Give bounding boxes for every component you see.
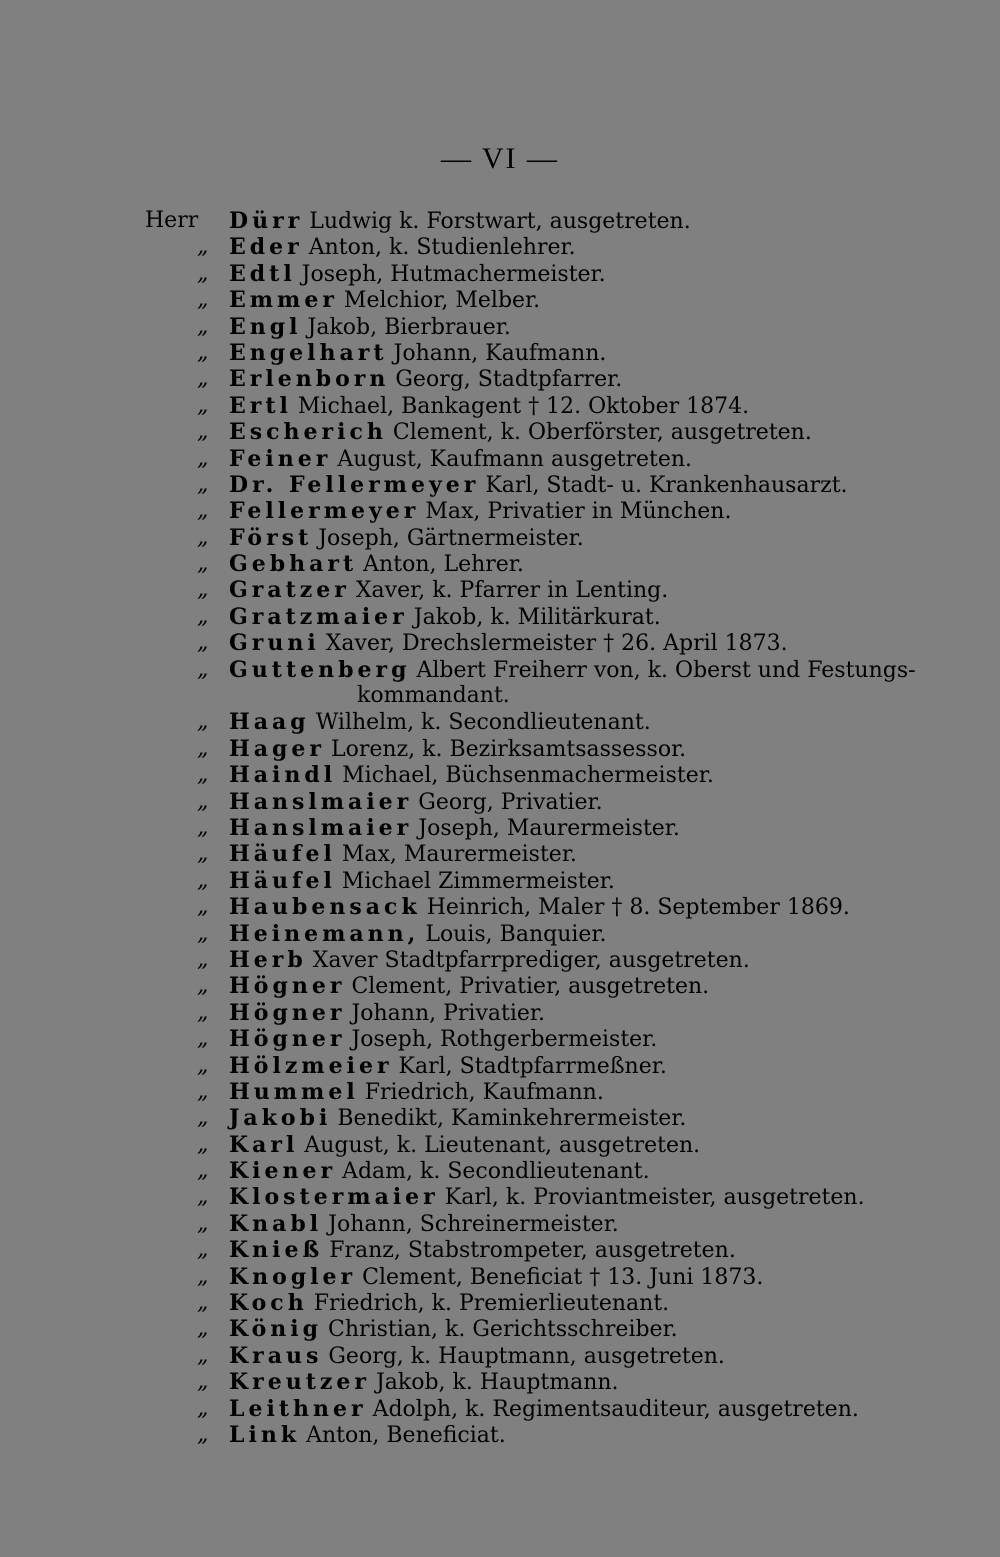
ditto-mark: „	[197, 524, 209, 550]
entry-title: Herr	[145, 208, 199, 233]
entry-text	[229, 446, 692, 473]
entry-details: Friedrich, Kaufmann.	[364, 1079, 604, 1105]
entry-text	[229, 973, 709, 1000]
entry-surname: Guttenberg	[229, 656, 411, 683]
entry-text	[229, 947, 750, 974]
entry-details: Christian, k. Gerichtsschreiber.	[328, 1317, 678, 1343]
ditto-mark: „	[197, 709, 209, 735]
entry-text	[229, 1343, 725, 1370]
entry-details: Jakob, k. Militärkurat.	[413, 604, 661, 630]
entry-surname: Fellermeyer	[229, 498, 420, 525]
ditto-mark: „	[197, 339, 209, 365]
list-item	[145, 630, 995, 656]
entry-details: Xaver Stadtpfarrprediger, ausgetreten.	[312, 947, 750, 973]
entry-text	[229, 1237, 736, 1264]
entry-text	[229, 1000, 545, 1027]
entry-surname: Högner	[229, 1026, 346, 1053]
list-item	[145, 525, 995, 551]
ditto-mark: „	[197, 1026, 209, 1052]
ditto-mark: „	[197, 1184, 209, 1210]
ditto-mark: „	[197, 287, 209, 313]
entry-details: Georg, Privatier.	[418, 789, 603, 815]
ditto-mark: „	[197, 419, 209, 445]
entry-details: Albert Freiherr von, k. Oberst und Festungs-	[416, 657, 916, 683]
list-item	[145, 446, 995, 472]
list-item	[145, 1396, 995, 1422]
entry-surname: Knieß	[229, 1237, 324, 1264]
ditto-mark: „	[197, 894, 209, 920]
list-item	[145, 472, 995, 498]
entry-text	[229, 551, 524, 578]
list-item	[145, 868, 995, 894]
entry-text	[229, 1211, 619, 1238]
entry-text	[229, 1053, 667, 1080]
ditto-mark: „	[197, 1078, 209, 1104]
ditto-mark: „	[197, 1290, 209, 1316]
entry-text	[229, 419, 812, 446]
ditto-mark: „	[197, 1369, 209, 1395]
entry-surname: Klostermaier	[229, 1184, 439, 1211]
entry-surname: Knabl	[229, 1210, 323, 1237]
ditto-mark: „	[197, 867, 209, 893]
entry-details: Karl, Stadt- u. Krankenhausarzt.	[485, 472, 848, 498]
entry-text	[229, 1264, 763, 1291]
ditto-mark: „	[197, 1342, 209, 1368]
entry-text	[229, 525, 584, 552]
entry-details: Max, Maurermeister.	[341, 842, 577, 868]
entry-surname: Haag	[229, 709, 310, 736]
entry-details: August, k. Lieutenant, ausgetreten.	[304, 1132, 701, 1158]
entry-text	[229, 789, 603, 816]
list-item	[145, 1422, 995, 1448]
ditto-mark: „	[197, 656, 209, 682]
entry-details: Joseph, Hutmachermeister.	[301, 261, 606, 287]
ditto-mark: „	[197, 1210, 209, 1236]
list-item-continuation	[145, 683, 995, 709]
list-item	[145, 657, 995, 683]
list-item	[145, 208, 995, 234]
ditto-mark: „	[197, 1237, 209, 1263]
entry-surname: Heinemann,	[229, 920, 420, 947]
list-item	[145, 1132, 995, 1158]
entry-text	[229, 762, 714, 789]
list-item	[145, 1237, 995, 1263]
entry-details: Jakob, Bierbrauer.	[307, 314, 511, 340]
entry-details: Georg, Stadtpfarrer.	[395, 367, 623, 393]
list-item	[145, 894, 995, 920]
entry-surname: König	[229, 1316, 323, 1343]
entry-surname: Dr. Fellermeyer	[229, 471, 480, 498]
entry-text	[229, 234, 576, 261]
entry-text	[229, 261, 606, 288]
entry-text	[229, 604, 661, 631]
entry-text	[229, 1105, 686, 1132]
entry-surname: Escherich	[229, 419, 387, 446]
page-header: — VI —	[440, 142, 560, 175]
list-item	[145, 1053, 995, 1079]
entry-details: Max, Privatier in München.	[425, 499, 732, 525]
entry-details: Clement, k. Oberförster, ausgetreten.	[392, 420, 812, 446]
ditto-mark: „	[197, 551, 209, 577]
entry-text	[229, 868, 615, 895]
list-item	[145, 419, 995, 445]
entry-text	[229, 1316, 678, 1343]
entry-details: Johann, Schreinermeister.	[328, 1211, 619, 1237]
list-item	[145, 789, 995, 815]
entry-surname: Häufel	[229, 867, 336, 894]
entry-details: Karl, Stadtpfarrmeßner.	[398, 1053, 667, 1079]
entry-text	[229, 1290, 669, 1317]
ditto-mark: „	[197, 946, 209, 972]
entry-details: Jakob, k. Hauptmann.	[375, 1370, 619, 1396]
entry-surname: Hanslmaier	[229, 788, 413, 815]
member-list	[145, 208, 995, 1448]
entry-details: August, Kaufmann ausgetreten.	[337, 446, 693, 472]
ditto-mark: „	[197, 1105, 209, 1131]
entry-details: Johann, Privatier.	[351, 1000, 546, 1026]
entry-details: Xaver, k. Pfarrer in Lenting.	[355, 578, 669, 604]
entry-details: Joseph, Gärtnermeister.	[318, 525, 584, 551]
ditto-mark: „	[197, 1395, 209, 1421]
ditto-mark: „	[197, 471, 209, 497]
entry-surname: Eder	[229, 234, 303, 261]
ditto-mark: „	[197, 762, 209, 788]
entry-surname: Jakobi	[229, 1105, 332, 1132]
ditto-mark: „	[197, 999, 209, 1025]
ditto-mark: „	[197, 445, 209, 471]
ditto-mark: „	[197, 1052, 209, 1078]
entry-surname: Gebhart	[229, 551, 358, 578]
list-item	[145, 1000, 995, 1026]
entry-details: Joseph, Rothgerbermeister.	[351, 1027, 658, 1053]
entry-surname: Kiener	[229, 1158, 337, 1185]
entry-surname: Edtl	[229, 260, 296, 287]
entry-surname: Engelhart	[229, 339, 388, 366]
entry-text	[229, 1158, 650, 1185]
entry-surname: Hanslmaier	[229, 814, 413, 841]
list-item	[145, 366, 995, 392]
list-item	[145, 973, 995, 999]
entry-text	[229, 1184, 865, 1211]
entry-surname: Gruni	[229, 630, 320, 657]
list-item	[145, 1264, 995, 1290]
entry-surname: Dürr	[229, 208, 304, 234]
list-item	[145, 1079, 995, 1105]
entry-details: Franz, Stabstrompeter, ausgetreten.	[329, 1238, 736, 1264]
entry-details: Ludwig k. Forstwart, ausgetreten.	[309, 209, 691, 234]
entry-details: Melchior, Melber.	[343, 288, 541, 314]
list-item	[145, 1158, 995, 1184]
list-item	[145, 1105, 995, 1131]
list-item	[145, 234, 995, 260]
entry-surname: Leithner	[229, 1395, 367, 1422]
ditto-mark: „	[197, 603, 209, 629]
list-item	[145, 1369, 995, 1395]
entry-surname: Karl	[229, 1131, 299, 1158]
entry-surname: Herb	[229, 946, 307, 973]
entry-text	[229, 894, 850, 921]
entry-surname: Erlenborn	[229, 366, 390, 393]
list-item	[145, 841, 995, 867]
entry-surname: Högner	[229, 973, 346, 1000]
entry-surname: Hager	[229, 735, 326, 762]
entry-text	[229, 1422, 506, 1449]
entry-text	[229, 1132, 700, 1159]
ditto-mark: „	[197, 1131, 209, 1157]
entry-surname: Feiner	[229, 445, 332, 472]
entry-details: Anton, Beneficiat.	[306, 1422, 506, 1448]
entry-text	[229, 208, 691, 235]
entry-surname: Häufel	[229, 841, 336, 868]
entry-details: Xaver, Drechslermeister † 26. April 1873.	[325, 631, 788, 657]
ditto-mark: „	[197, 1158, 209, 1184]
entry-details: Louis, Banquier.	[425, 921, 607, 947]
entry-details: Georg, k. Hauptmann, ausgetreten.	[328, 1343, 725, 1369]
entry-details: Michael, Bankagent † 12. Oktober 1874.	[297, 393, 750, 419]
list-item	[145, 287, 995, 313]
list-item	[145, 551, 995, 577]
entry-details: Clement, Privatier, ausgetreten.	[351, 974, 710, 1000]
ditto-mark: „	[197, 788, 209, 814]
ditto-mark: „	[197, 234, 209, 260]
entry-surname: Kreutzer	[229, 1369, 370, 1396]
entry-details: Friedrich, k. Premierlieutenant.	[313, 1291, 670, 1317]
list-item	[145, 604, 995, 630]
ditto-mark: „	[197, 577, 209, 603]
entry-surname: Högner	[229, 999, 346, 1026]
entry-details: Michael, Büchsenmachermeister.	[342, 763, 714, 789]
ditto-mark: „	[197, 1263, 209, 1289]
ditto-mark: „	[197, 1316, 209, 1342]
entry-surname: Hölzmeier	[229, 1052, 393, 1079]
entry-details: Karl, k. Proviantmeister, ausgetreten.	[444, 1185, 865, 1211]
entry-continuation-text: kommandant.	[357, 683, 510, 709]
entry-text	[229, 1079, 604, 1106]
entry-text	[229, 287, 540, 314]
entry-text	[229, 815, 680, 842]
entry-text	[229, 841, 577, 868]
ditto-mark: „	[197, 260, 209, 286]
entry-details: Benedikt, Kaminkehrermeister.	[337, 1106, 687, 1132]
entry-text	[229, 657, 916, 684]
ditto-mark: „	[197, 920, 209, 946]
entry-surname: Haubensack	[229, 894, 421, 921]
entry-text	[229, 736, 686, 763]
entry-text	[229, 709, 651, 736]
list-item	[145, 1290, 995, 1316]
list-item	[145, 947, 995, 973]
entry-text	[229, 472, 848, 499]
entry-surname: Kraus	[229, 1342, 323, 1369]
entry-surname: Gratzer	[229, 577, 350, 604]
ditto-mark: „	[197, 814, 209, 840]
ditto-mark: „	[197, 392, 209, 418]
list-item	[145, 340, 995, 366]
entry-text	[229, 393, 749, 420]
entry-surname: Gratzmaier	[229, 603, 408, 630]
list-item	[145, 314, 995, 340]
list-item	[145, 1026, 995, 1052]
list-item	[145, 393, 995, 419]
entry-details: Lorenz, k. Bezirksamtsassessor.	[331, 736, 687, 762]
entry-surname: Koch	[229, 1290, 308, 1317]
entry-details: Anton, k. Studienlehrer.	[308, 235, 576, 261]
entry-text	[229, 314, 511, 341]
ditto-mark: „	[197, 498, 209, 524]
entry-surname: Ertl	[229, 392, 292, 419]
list-item	[145, 762, 995, 788]
entry-surname: Haindl	[229, 762, 337, 789]
list-item	[145, 709, 995, 735]
entry-text	[229, 921, 607, 948]
list-item	[145, 1184, 995, 1210]
entry-text	[229, 498, 731, 525]
entry-surname: Knogler	[229, 1263, 357, 1290]
list-item	[145, 1316, 995, 1342]
ditto-mark: „	[197, 313, 209, 339]
entry-text	[229, 340, 606, 367]
entry-surname: Link	[229, 1421, 301, 1448]
ditto-mark: „	[197, 735, 209, 761]
list-item	[145, 1343, 995, 1369]
entry-details: Adam, k. Secondlieutenant.	[342, 1159, 650, 1185]
list-item	[145, 261, 995, 287]
entry-details: Adolph, k. Regimentsauditeur, ausgetreten.	[372, 1396, 859, 1422]
entry-details: Joseph, Maurermeister.	[418, 815, 680, 841]
ditto-mark: „	[197, 1421, 209, 1447]
entry-text	[229, 577, 668, 604]
entry-details: Johann, Kaufmann.	[393, 340, 607, 366]
entry-surname: Engl	[229, 313, 302, 340]
entry-text	[229, 366, 622, 393]
ditto-mark: „	[197, 366, 209, 392]
list-item	[145, 498, 995, 524]
list-item	[145, 736, 995, 762]
entry-text	[229, 1026, 657, 1053]
entry-text	[229, 630, 788, 657]
ditto-mark: „	[197, 630, 209, 656]
entry-text	[229, 1369, 619, 1396]
ditto-mark: „	[197, 973, 209, 999]
list-item	[145, 577, 995, 603]
entry-details: Anton, Lehrer.	[363, 552, 524, 578]
list-item	[145, 1211, 995, 1237]
list-item	[145, 921, 995, 947]
entry-details: Heinrich, Maler † 8. September 1869.	[426, 895, 850, 921]
entry-surname: Först	[229, 524, 313, 551]
entry-text	[229, 1396, 859, 1423]
entry-surname: Emmer	[229, 287, 338, 314]
entry-surname: Hummel	[229, 1078, 359, 1105]
entry-details: Wilhelm, k. Secondlieutenant.	[315, 710, 651, 736]
list-item	[145, 815, 995, 841]
entry-details: Clement, Beneficiat † 13. Juni 1873.	[362, 1264, 764, 1290]
ditto-mark: „	[197, 841, 209, 867]
entry-details: Michael Zimmermeister.	[341, 868, 615, 894]
